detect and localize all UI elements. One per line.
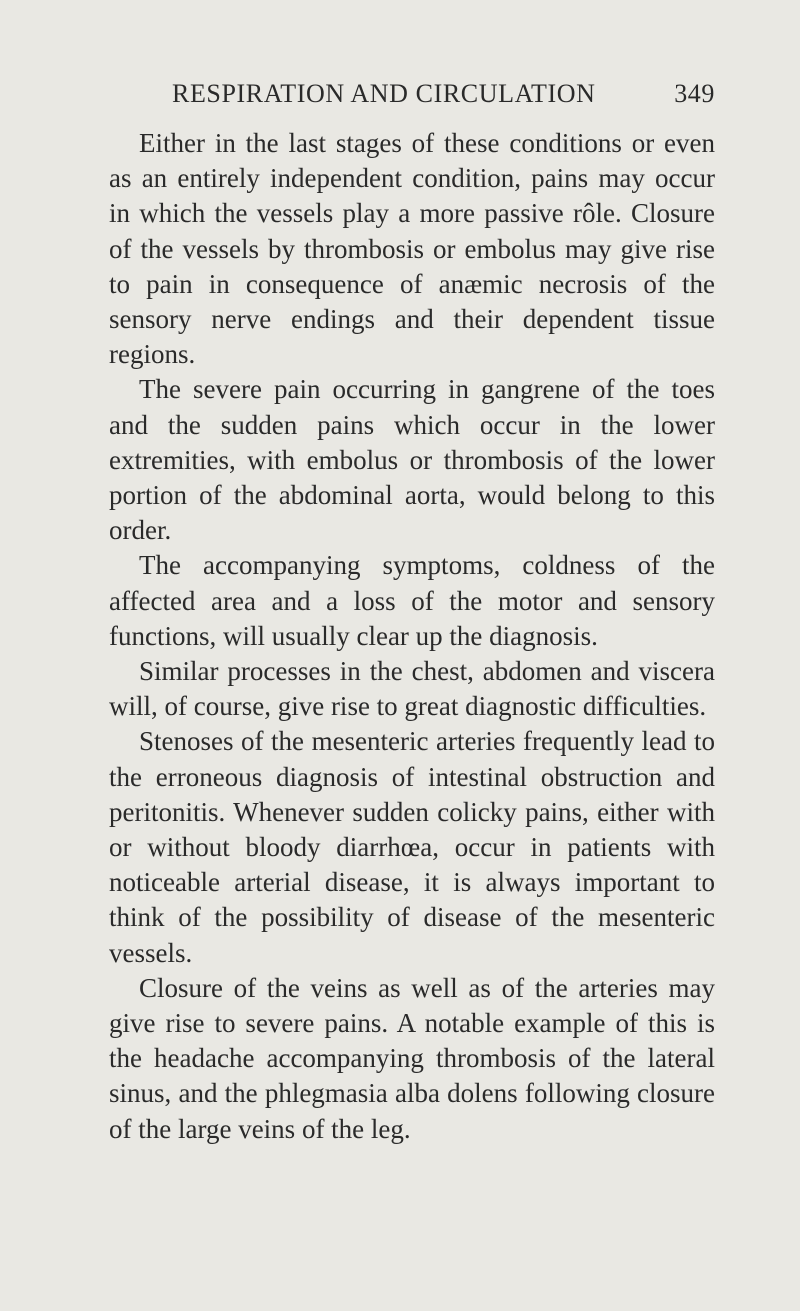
body-text <box>109 126 715 1147</box>
paragraph-4: Similar processes in the chest, abdomen and viscera will, of course, give rise to great diagnostic difficulties. <box>109 656 715 722</box>
paragraph-2: The severe pain occurring in gangrene of the toes and the sudden pains which occur in the lower extremities, with embolus or thrombosis of the lower portion of the abdominal aorta, would belong to this order. <box>109 374 715 546</box>
paragraph-5: Stenoses of the mesenteric arteries frequently lead to the erroneous diagnosis of intestinal obstruction and peritonitis. Whenever sudden colicky pains, either with or without bloody diarrhœa, occur in patients with noticeable arterial disease, it is always important to think of the possibility of disease of the mesenteric vessels. <box>109 726 715 968</box>
paragraph-3: The accompanying symptoms, coldness of the affected area and a loss of the motor and sensory functions, will usually clear up the diagnosis. <box>109 550 715 651</box>
page-number: 349 <box>674 79 715 108</box>
running-head <box>172 76 715 112</box>
paragraph-6: Closure of the veins as well as of the arteries may give rise to severe pains. A notable example of this is the headache accompanying thrombosis of the lateral sinus, and the phlegmasia alba dolens following closure of the large veins of the leg. <box>109 972 715 1144</box>
paragraph-1: Either in the last stages of these conditions or even as an entirely independent condition, pains may occur in which the vessels play a more passive rôle. Closure of the vessels by thrombosis or embolus may give rise to pain in consequence of anæmic necrosis of the sensory nerve endings and their dependent tissue regions. <box>109 128 715 370</box>
running-head-title: RESPIRATION AND CIRCULATION <box>172 79 596 108</box>
